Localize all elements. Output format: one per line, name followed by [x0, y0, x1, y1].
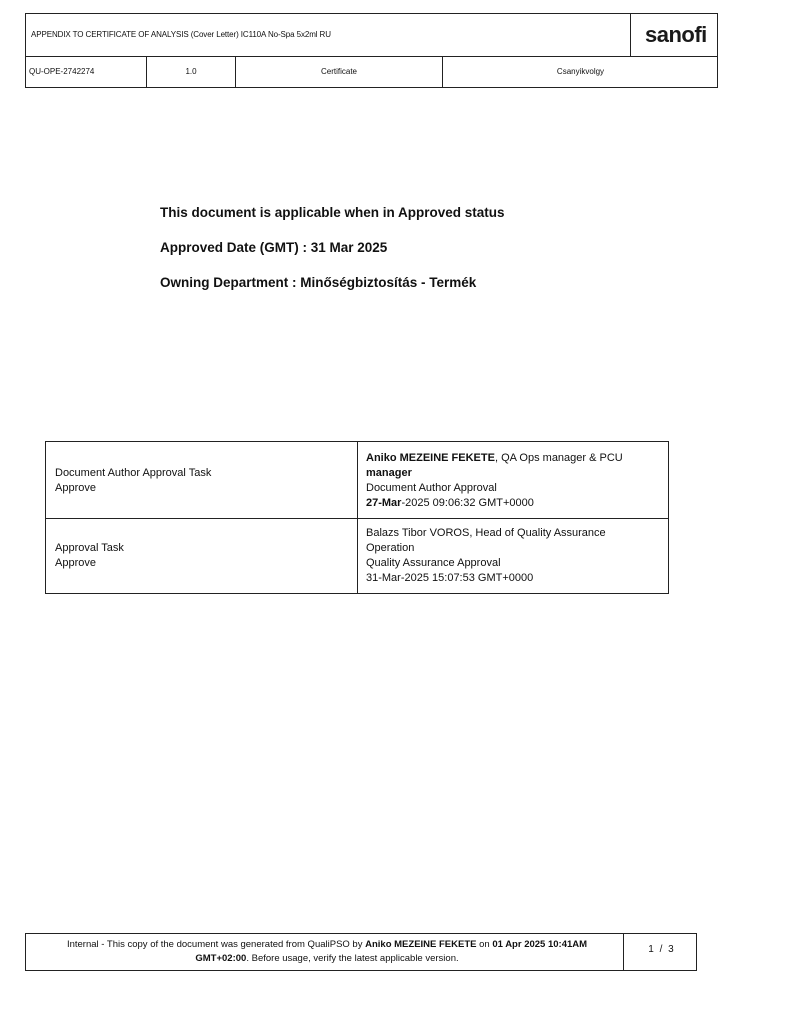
status-approved-date: Approved Date (GMT) : 31 Mar 2025 [160, 240, 388, 255]
approval-role: Document Author Approval [366, 482, 497, 494]
task-action: Approve [55, 557, 96, 569]
footer-text: . Before usage, verify the latest applicable version. [246, 953, 459, 964]
footer-timezone: GMT+02:00 [195, 953, 247, 964]
column-divider [357, 442, 358, 518]
table-row [46, 442, 668, 519]
status-owning-department: Owning Department : Minőségbiztosítás - Termék [160, 275, 477, 290]
doc-version: 1.0 [147, 57, 236, 88]
signer-line: Balazs Tibor VOROS, Head of Quality Assurance [366, 527, 606, 539]
approval-timestamp: 31-Mar-2025 15:07:53 GMT+0000 [366, 572, 534, 584]
approval-timestamp [366, 496, 661, 511]
approval-task-cell [55, 541, 124, 571]
task-name: Document Author Approval Task [55, 467, 212, 479]
timestamp-date: 27-Mar [366, 497, 402, 509]
signer-name: Aniko MEZEINE FEKETE [366, 452, 495, 464]
document-title: APPENDIX TO CERTIFICATE OF ANALYSIS (Cover Letter) IC110A No-Spa 5x2ml RU [31, 30, 331, 39]
footer-generated-on: 01 Apr 2025 10:41AM [492, 939, 588, 950]
doc-site: Csanyikvolgy [556, 67, 605, 76]
approval-signer-cell [366, 526, 661, 586]
document-header [25, 13, 718, 88]
header-title-row [26, 14, 717, 57]
footer-text: on [476, 939, 493, 950]
footer-divider [623, 934, 624, 970]
task-action: Approve [55, 482, 96, 494]
signer-line [366, 451, 661, 466]
status-applicability: This document is applicable when in Approved status [160, 205, 505, 220]
page-number: 1 / 3 [648, 944, 674, 955]
doc-type: Certificate [236, 57, 443, 88]
signer-title-cont: Operation [366, 542, 415, 554]
approval-signer-cell [366, 451, 661, 511]
logo-cell [630, 14, 718, 56]
approval-task-cell [55, 466, 211, 496]
document-footer [25, 933, 697, 971]
footer-text: Internal - This copy of the document was generated from QualiPSO by [66, 939, 366, 950]
signer-title: , QA Ops manager & PCU [494, 452, 623, 464]
footer-notice [32, 938, 622, 966]
approval-role: Quality Assurance Approval [366, 557, 501, 569]
timestamp-rest: -2025 09:06:32 GMT+0000 [401, 497, 534, 509]
header-meta-row [26, 57, 717, 88]
doc-id: QU-OPE-2742274 [26, 57, 147, 88]
signer-title-cont: manager [366, 467, 412, 479]
table-row [46, 519, 668, 594]
column-divider [357, 519, 358, 594]
footer-generated-by: Aniko MEZEINE FEKETE [365, 939, 477, 950]
task-name: Approval Task [55, 542, 124, 554]
sanofi-logo: sanofi [645, 22, 707, 47]
approval-table [45, 441, 669, 594]
